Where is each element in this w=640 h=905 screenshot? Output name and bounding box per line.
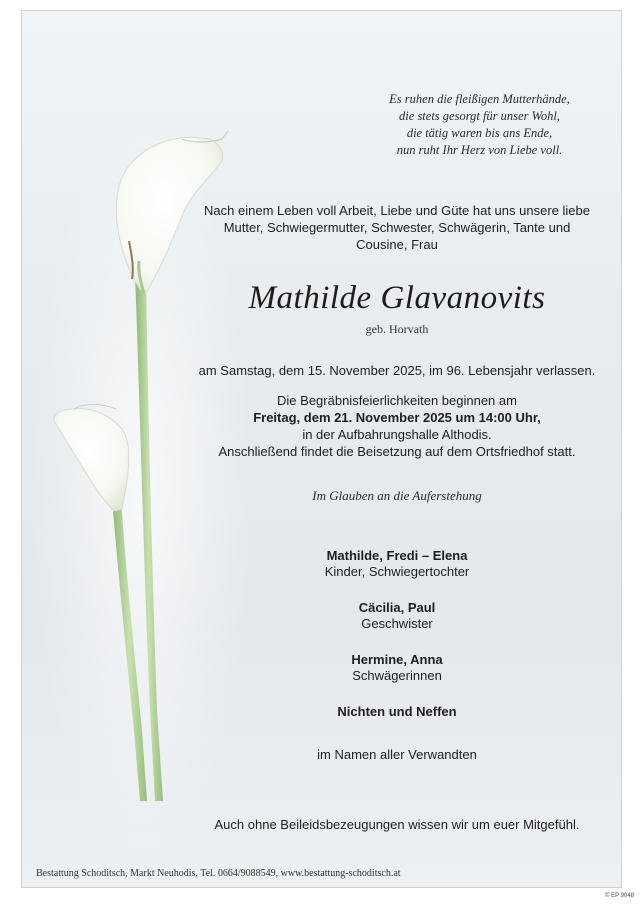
poem-line: die stets gesorgt für unser Wohl, [399,109,560,123]
mourner-names: Cäcilia, Paul [358,600,436,615]
mourner-group [192,548,602,580]
mourner-relation: Geschwister [361,616,433,631]
mourners-list [192,548,602,740]
funeral-home-footer: Bestattung Schoditsch, Markt Neuhodis, Tel. 0664/9088549, www.bestattung-schoditsch.at [36,868,401,879]
mourner-relation: Kinder, Schwiegertochter [324,564,470,579]
death-date-line: am Samstag, dem 15. November 2025, im 96. Lebensjahr verlassen. [198,363,596,378]
burial-line: Anschließend findet die Beisetzung auf dem Ortsfriedhof statt. [218,444,576,459]
print-code: © EP 9048 [605,893,634,899]
mourner-group [192,652,602,684]
intro-text [192,202,602,253]
funeral-line: Die Begräbnisfeierlichkeiten beginnen am [277,393,517,408]
faith-line: Im Glauben an die Auferstehung [312,488,482,503]
poem-line: Es ruhen die fleißigen Mutterhände, [389,92,570,106]
condolence-note: Auch ohne Beileidsbezeugungen wissen wir um euer Mitgefühl. [214,817,580,832]
poem-line: die tätig waren bis ans Ende, [406,126,553,140]
intro-line: Mutter, Schwiegermutter, Schwester, Schwägerin, Tante und [223,220,571,235]
birth-name: geb. Horvath [365,322,429,336]
mourner-names: Nichten und Neffen [337,704,457,719]
mourner-relation: Schwägerinnen [352,668,442,683]
funeral-date-time: Freitag, dem 21. November 2025 um 14:00 Uhr, [253,410,541,425]
poem-line: nun ruht Ihr Herz von Liebe voll. [396,143,563,157]
mourner-group [192,600,602,632]
intro-line: Cousine, Frau [356,237,438,252]
closing-line: im Namen aller Verwandten [317,747,477,762]
funeral-location: in der Aufbahrungshalle Althodis. [302,427,492,442]
deceased-name: Mathilde Glavanovits [248,280,546,316]
mourner-names: Mathilde, Fredi – Elena [326,548,468,563]
mourner-group [192,704,602,720]
mourner-names: Hermine, Anna [351,652,443,667]
intro-line: Nach einem Leben voll Arbeit, Liebe und Güte hat uns unsere liebe [204,203,590,218]
funeral-details [192,392,602,460]
poem [352,91,607,159]
obituary-card [21,10,622,888]
